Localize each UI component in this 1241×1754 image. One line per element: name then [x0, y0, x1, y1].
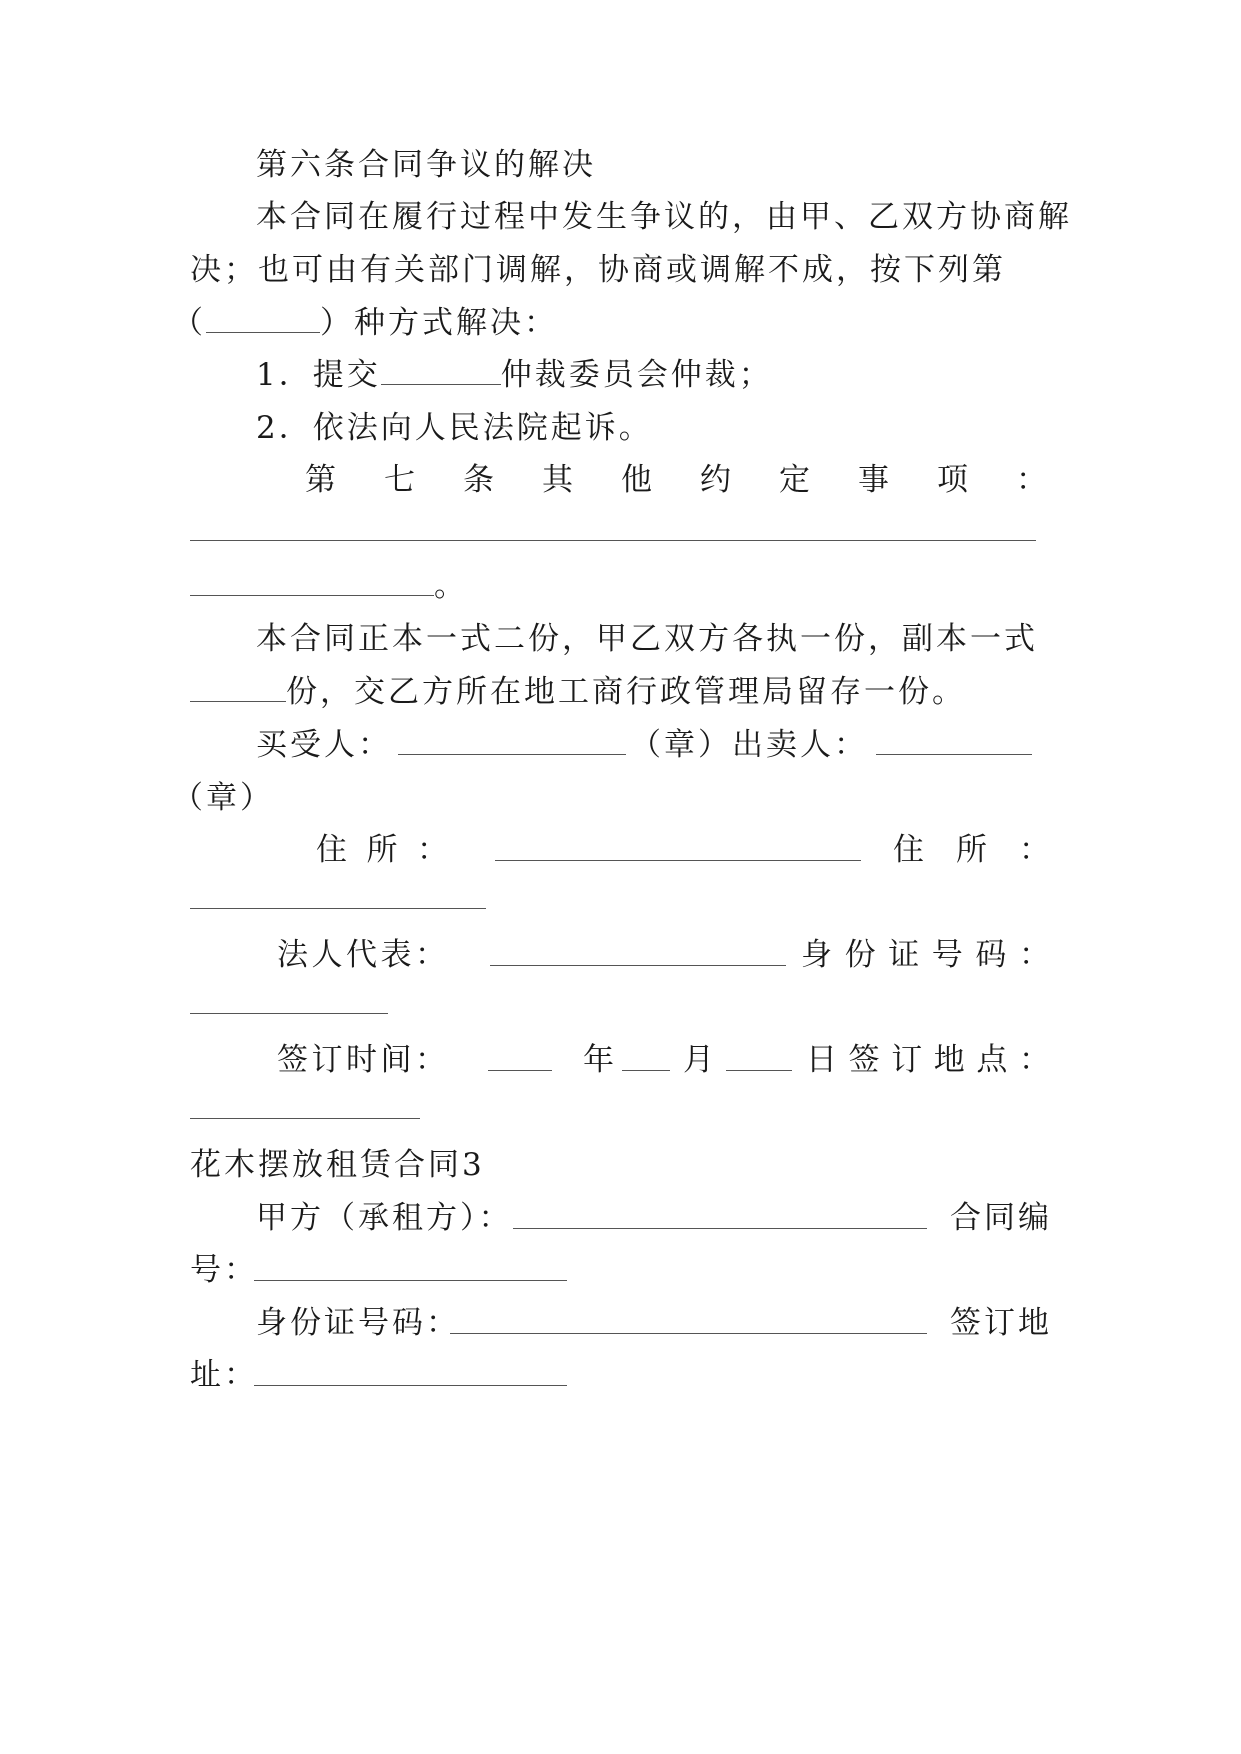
article-6-text: ）种方式解决： — [320, 305, 558, 341]
method-blank[interactable] — [206, 306, 320, 333]
day-place-char: ： — [1018, 1042, 1053, 1078]
copies-line-2 — [190, 672, 1056, 712]
date-char: 签 — [277, 1042, 311, 1078]
sign-address-blank[interactable] — [254, 1385, 567, 1386]
article-7-char: 定 — [779, 462, 813, 498]
month-blank[interactable] — [622, 1070, 670, 1071]
sign-date-label — [277, 1040, 449, 1080]
address-char: ： — [1019, 832, 1053, 868]
other-terms-line-2 — [190, 566, 1056, 606]
seal-label: （章） — [630, 727, 732, 763]
period-mark: 。 — [434, 568, 468, 604]
address-char: 住 — [893, 832, 927, 868]
seller-blank[interactable] — [876, 728, 1032, 755]
article-7-char: 条 — [463, 462, 497, 498]
seller-address-blank[interactable] — [190, 908, 486, 909]
buyer-blank[interactable] — [398, 728, 626, 755]
legal-rep-char: 法 — [277, 937, 311, 973]
contract-no-blank[interactable] — [254, 1280, 567, 1281]
address-char: 所 — [956, 832, 990, 868]
sign-address-label-a: 签订地 — [950, 1305, 1052, 1341]
seller-seal: （章） — [172, 780, 274, 816]
id-char: 份 — [844, 937, 879, 973]
month-label: 月 — [683, 1042, 717, 1078]
date-char: 间 — [380, 1042, 415, 1078]
date-char: ： — [415, 1042, 449, 1078]
legal-rep-char: 代 — [346, 937, 380, 973]
article-6-text: 决；也可由有关部门调解，协商或调解不成，按下列第 — [190, 252, 1006, 288]
article-7-char: 他 — [621, 462, 655, 498]
article-7-char: ： — [1016, 462, 1050, 498]
date-char: 订 — [311, 1042, 346, 1078]
article-7-title — [305, 460, 1050, 500]
article-7-char: 约 — [700, 462, 734, 498]
sign-place-label — [806, 1040, 1053, 1080]
id-char: 号 — [931, 937, 966, 973]
party-a-line — [256, 1198, 1056, 1238]
contract-no-label: 号： — [190, 1252, 258, 1288]
article-6-title: 第六条合同争议的解决 — [256, 147, 596, 183]
address-char: ： — [417, 832, 451, 868]
copies-count-blank[interactable] — [190, 675, 286, 702]
year-blank[interactable] — [488, 1070, 552, 1071]
open-paren: （ — [172, 305, 206, 341]
year-label: 年 — [583, 1042, 617, 1078]
seller-address-label — [893, 830, 1053, 870]
article-7-char: 第 — [305, 462, 339, 498]
item-1-suffix: 仲裁委员会仲裁； — [500, 357, 773, 393]
day-place-char: 日 — [806, 1042, 840, 1078]
article-7-char: 事 — [858, 462, 892, 498]
other-terms-blank-line-1[interactable] — [190, 540, 1036, 541]
buyer-address-blank[interactable] — [495, 860, 861, 861]
article-6-item-2: 2．依法向人民法院起诉。 — [256, 410, 653, 446]
id-number-blank[interactable] — [190, 1013, 388, 1014]
address-char: 住 — [316, 832, 350, 868]
article-6-item-1 — [256, 355, 1056, 395]
item-1-prefix: 1．提交 — [256, 357, 381, 393]
day-blank[interactable] — [726, 1070, 792, 1071]
id-number-blank-2[interactable] — [450, 1333, 927, 1334]
buyer-seller-line — [256, 725, 1076, 765]
buyer-address-label — [316, 830, 451, 870]
legal-rep-blank[interactable] — [490, 965, 786, 966]
article-7-char: 七 — [384, 462, 418, 498]
day-place-char: 订 — [891, 1042, 926, 1078]
sign-address-label-b — [190, 1355, 1056, 1395]
legal-rep-label — [277, 935, 449, 975]
day-place-char: 签 — [848, 1042, 883, 1078]
article-6-paragraph-line-2 — [190, 250, 1056, 290]
legal-rep-char: ： — [415, 937, 449, 973]
id-number-label — [801, 935, 1053, 975]
id-char: ： — [1018, 937, 1053, 973]
day-place-char: 点 — [976, 1042, 1011, 1078]
seller-label: 出卖人： — [732, 727, 868, 763]
id-char: 身 — [801, 937, 835, 973]
legal-rep-char: 人 — [311, 937, 346, 973]
legal-rep-char: 表 — [380, 937, 415, 973]
article-7-char: 项 — [937, 462, 971, 498]
id-number-label-2: 身份证号码： — [256, 1305, 460, 1341]
day-place-char: 地 — [933, 1042, 968, 1078]
arbitration-committee-blank[interactable] — [381, 358, 501, 385]
id-char: 码 — [975, 937, 1010, 973]
article-6-paragraph-line-3 — [172, 303, 1038, 343]
sign-place-blank[interactable] — [190, 1118, 420, 1119]
contract-no-label-b — [190, 1250, 1056, 1290]
copies-line-1 — [256, 619, 1056, 659]
article-6-text: 本合同在履行过程中发生争议的，由甲、乙双方协商解 — [256, 199, 1072, 235]
article-6-paragraph-line-1 — [256, 197, 1072, 237]
id-number-line — [256, 1303, 1056, 1343]
party-a-blank[interactable] — [513, 1228, 927, 1229]
id-char: 证 — [888, 937, 923, 973]
party-a-label: 甲方（承租方）： — [256, 1200, 513, 1236]
sign-address-label: 址： — [190, 1357, 258, 1393]
date-char: 时 — [346, 1042, 380, 1078]
address-char: 所 — [366, 832, 401, 868]
contract-3-title: 花木摆放租赁合同3 — [190, 1147, 485, 1183]
other-terms-blank-line-2[interactable] — [190, 569, 434, 596]
buyer-label: 买受人： — [256, 727, 392, 763]
copies-text: 份，交乙方所在地工商行政管理局留存一份。 — [286, 674, 966, 710]
copies-text: 本合同正本一式二份，甲乙双方各执一份，副本一式 — [256, 621, 1038, 657]
contract-no-label-a: 合同编 — [950, 1200, 1052, 1236]
article-7-char: 其 — [542, 462, 576, 498]
